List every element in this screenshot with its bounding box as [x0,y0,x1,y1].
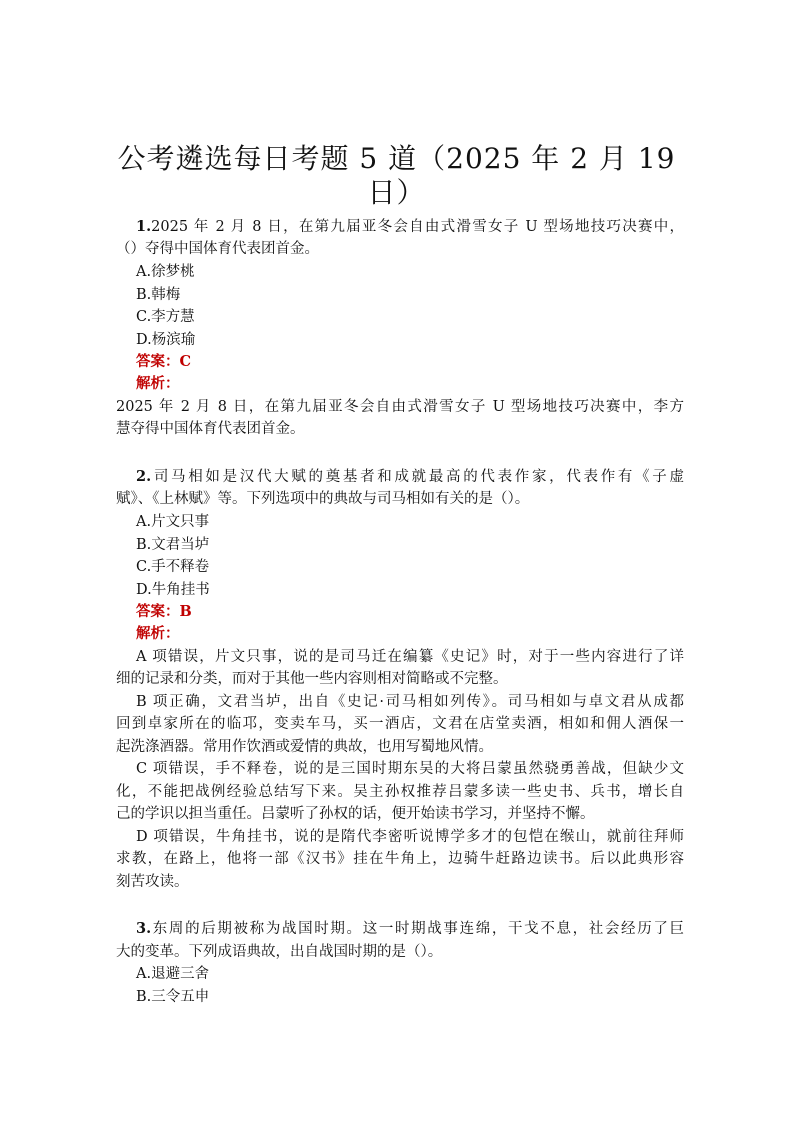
q2-option-a: A.片文只事 [136,514,210,530]
q2-analysis-d-line-3: 刻苦攻读。 [116,874,189,890]
q2-analysis-b-line-3: 起洗涤酒器。常用作饮酒或爱情的典故，也用写蜀地风情。 [116,739,493,755]
title-line-2: 日） [367,176,426,209]
q1-option-d: D.杨滨瑜 [136,332,196,348]
q2-number: 2. [136,468,152,485]
q2-option-d: D.牛角挂书 [136,582,210,598]
q2-analysis-b-line-1: B 项正确，文君当垆，出自《史记·司马相如列传》。司马相如与卓文君从成都 [136,694,684,710]
q1-analysis-line-1: 2025 年 2 月 8 日，在第九届亚冬会自由式滑雪女子 U 型场地技巧决赛中，李方 [116,399,684,415]
q1-stem-line-1: 1.2025 年 2 月 8 日，在第九届亚冬会自由式滑雪女子 U 型场地技巧决赛中， [136,218,684,235]
q2-analysis-c-line-1: C 项错误，手不释卷，说的是三国时期东吴的大将吕蒙虽然骁勇善战，但缺少文 [136,761,684,777]
q1-option-b: B.韩梅 [136,287,181,303]
q2-option-c: C.手不释卷 [136,559,210,575]
q1-stem-line-2: （）夺得中国体育代表团首金。 [116,241,319,257]
q2-stem-line-1: 2.司马相如是汉代大赋的奠基者和成就最高的代表作家，代表作有《子虚 [136,468,684,485]
q2-analysis-d-line-2: 求教，在路上，他将一部《汉书》挂在牛角上，边骑牛赶路边读书。后以此典形容 [116,851,684,867]
q2-analysis-a-line-1: A 项错误，片文只事，说的是司马迁在编纂《史记》时，对于一些内容进行了详 [136,649,684,665]
q2-analysis-b-line-2: 回到卓家所在的临邛，变卖车马，买一酒店，文君在店堂卖酒，相如和佣人酒保一 [116,716,684,732]
q2-stem-line-2: 赋》、《上林赋》等。下列选项中的典故与司马相如有关的是（）。 [116,491,530,507]
q1-number: 1. [136,218,152,235]
q2-option-b: B.文君当垆 [136,537,210,553]
title-line-1: 公考遴选每日考题 5 道（2025 年 2 月 19 [117,142,676,175]
q2-answer: 答案：B [136,603,192,620]
q2-analysis-a-line-2: 细的记录和分类，而对于其他一些内容则相对简略或不完整。 [116,671,508,687]
q2-analysis-c-line-2: 化，不能把战例经验总结写下来。吴主孙权推荐吕蒙多读一些史书、兵书，增长自 [116,784,684,800]
q1-analysis-label: 解析： [136,375,180,392]
q3-option-b: B.三令五申 [136,989,210,1005]
q2-analysis-c-line-3: 己的学识以担当重任。吕蒙听了孙权的话，便开始读书学习，并坚持不懈。 [116,806,595,822]
q3-stem-line-2: 大的变革。下列成语典故，出自战国时期的是（）。 [116,944,443,960]
q1-option-a: A.徐梦桃 [136,264,195,280]
q2-analysis-d-line-1: D 项错误，牛角挂书，说的是隋代李密听说博学多才的包恺在缑山，就前往拜师 [136,829,684,845]
q1-analysis-line-2: 慧夺得中国体育代表团首金。 [116,421,305,437]
q2-analysis-label: 解析： [136,625,180,642]
q3-option-a: A.退避三舍 [136,966,210,982]
q1-option-c: C.李方慧 [136,309,195,325]
q3-number: 3. [136,920,152,937]
q1-answer: 答案：C [136,353,192,370]
q3-stem-line-1: 3.东周的后期被称为战国时期。这一时期战事连绵，干戈不息，社会经历了巨 [136,920,684,937]
page-title [112,142,681,210]
